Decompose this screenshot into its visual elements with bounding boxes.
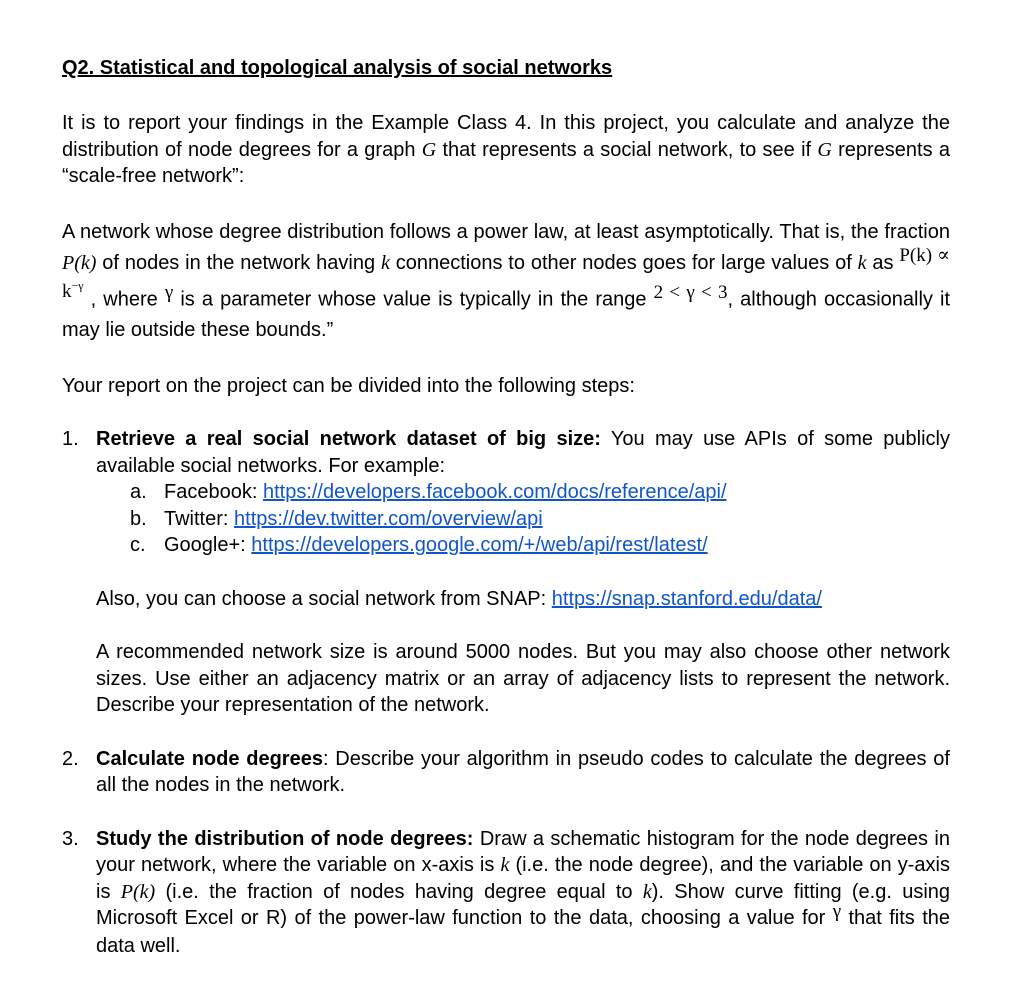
step-2-heading: Calculate node degrees (96, 747, 323, 770)
gamma-range: 2 < γ < 3 (653, 281, 728, 303)
formula-base: P(k) ∝ k (62, 244, 950, 302)
step-2-paragraph (96, 746, 950, 799)
api-item-name: Google+: (164, 534, 252, 557)
intro-text-3: represents a “scale-free network”: (62, 138, 950, 187)
definition-k: k (380, 251, 390, 274)
api-item-twitter (130, 506, 950, 533)
twitter-api-link[interactable]: https://dev.twitter.com/overview/api (234, 507, 543, 530)
definition-part7: , although occasionally it may lie outside these bounds.” (62, 287, 950, 341)
definition-part4: as (866, 251, 900, 274)
step-2 (62, 746, 950, 799)
api-item-letter: c. (130, 534, 146, 557)
definition-paragraph (62, 217, 950, 346)
network-size-paragraph: A recommended network size is around 5000 nodes. But you may also choose other network sizes. Use either an adjacency matrix or an array of adjacency lists to represent the network. Describe your representation of the network. (96, 641, 950, 717)
step-3 (62, 826, 950, 960)
definition-part5: , where (83, 287, 165, 310)
step-3-k2: k (642, 880, 652, 903)
step-1 (62, 426, 950, 719)
step-3-text-4: ). Show curve fitting (e.g. using Microsoft Excel or R) of the power-law function to the data, choosing a value for (96, 880, 951, 930)
api-item-google (130, 532, 950, 559)
step-3-text-5: that fits the data well. (96, 907, 950, 957)
step-2-number: 2. (62, 747, 79, 770)
step-3-text-2: (i.e. the node degree), and the variable on y-axis is (96, 854, 950, 903)
definition-part6: is a parameter whose value is typically in the range (173, 287, 654, 310)
snap-paragraph (96, 586, 950, 613)
step-2-text: : Describe your algorithm in pseudo codes to calculate the degrees of all the nodes in the network. (96, 747, 950, 797)
step-1-paragraph (96, 426, 950, 479)
definition-part3: connections to other nodes goes for large values of (389, 251, 858, 274)
snap-link[interactable]: https://snap.stanford.edu/data/ (551, 587, 822, 610)
facebook-api-link[interactable]: https://developers.facebook.com/docs/reference/api/ (262, 481, 727, 504)
step-1-text: You may use APIs of some publicly available social networks. For example: (96, 428, 951, 477)
api-item-letter: b. (130, 507, 147, 530)
google-api-link[interactable]: https://developers.google.com/+/web/api/rest/latest/ (251, 534, 708, 557)
api-item-name: Facebook: (164, 481, 263, 504)
step-3-k: k (500, 854, 510, 877)
intro-paragraph (62, 110, 950, 190)
api-item-facebook (130, 479, 950, 506)
definition-pk: P(k) (62, 251, 97, 274)
page-title: Q2. Statistical and topological analysis of social networks (62, 57, 613, 79)
intro-g-2: G (817, 138, 832, 161)
step-3-pk: P(k) (120, 880, 156, 903)
step-3-heading: Study the distribution of node degrees: (96, 827, 474, 850)
definition-part1: A network whose degree distribution follows a power law, at least asymptotically. That is, the fraction (62, 220, 950, 243)
step-3-text-1: Draw a schematic histogram for the node degrees in your network, where the variable on x-axis is (96, 827, 951, 877)
step-3-gamma: γ (832, 901, 842, 923)
api-item-name: Twitter: (164, 507, 235, 530)
intro-text: It is to report your findings in the Example Class 4. In this project, you calculate and analyze the distribution of node degrees for a graph (62, 112, 950, 161)
intro-text-2: that represents a social network, to see if (436, 138, 818, 161)
api-item-letter: a. (130, 481, 147, 504)
step-3-number: 3. (62, 827, 79, 850)
step-1-heading: Retrieve a real social network dataset of big size: (96, 428, 601, 451)
snap-text: Also, you can choose a social network from SNAP: (96, 587, 552, 610)
definition-k2: k (857, 251, 867, 274)
steps-intro: Your report on the project can be divided into the following steps: (62, 374, 635, 397)
document-page (62, 55, 950, 959)
formula-exponent: −γ (71, 278, 84, 293)
intro-g: G (421, 138, 437, 161)
step-3-text-3: (i.e. the fraction of nodes having degree equal to (155, 880, 643, 903)
gamma-symbol: γ (164, 281, 174, 303)
step-3-paragraph (96, 826, 950, 960)
definition-part2: of nodes in the network having (96, 251, 381, 274)
steps-list (62, 426, 950, 959)
step-1-number: 1. (62, 428, 79, 451)
api-list (96, 479, 950, 559)
